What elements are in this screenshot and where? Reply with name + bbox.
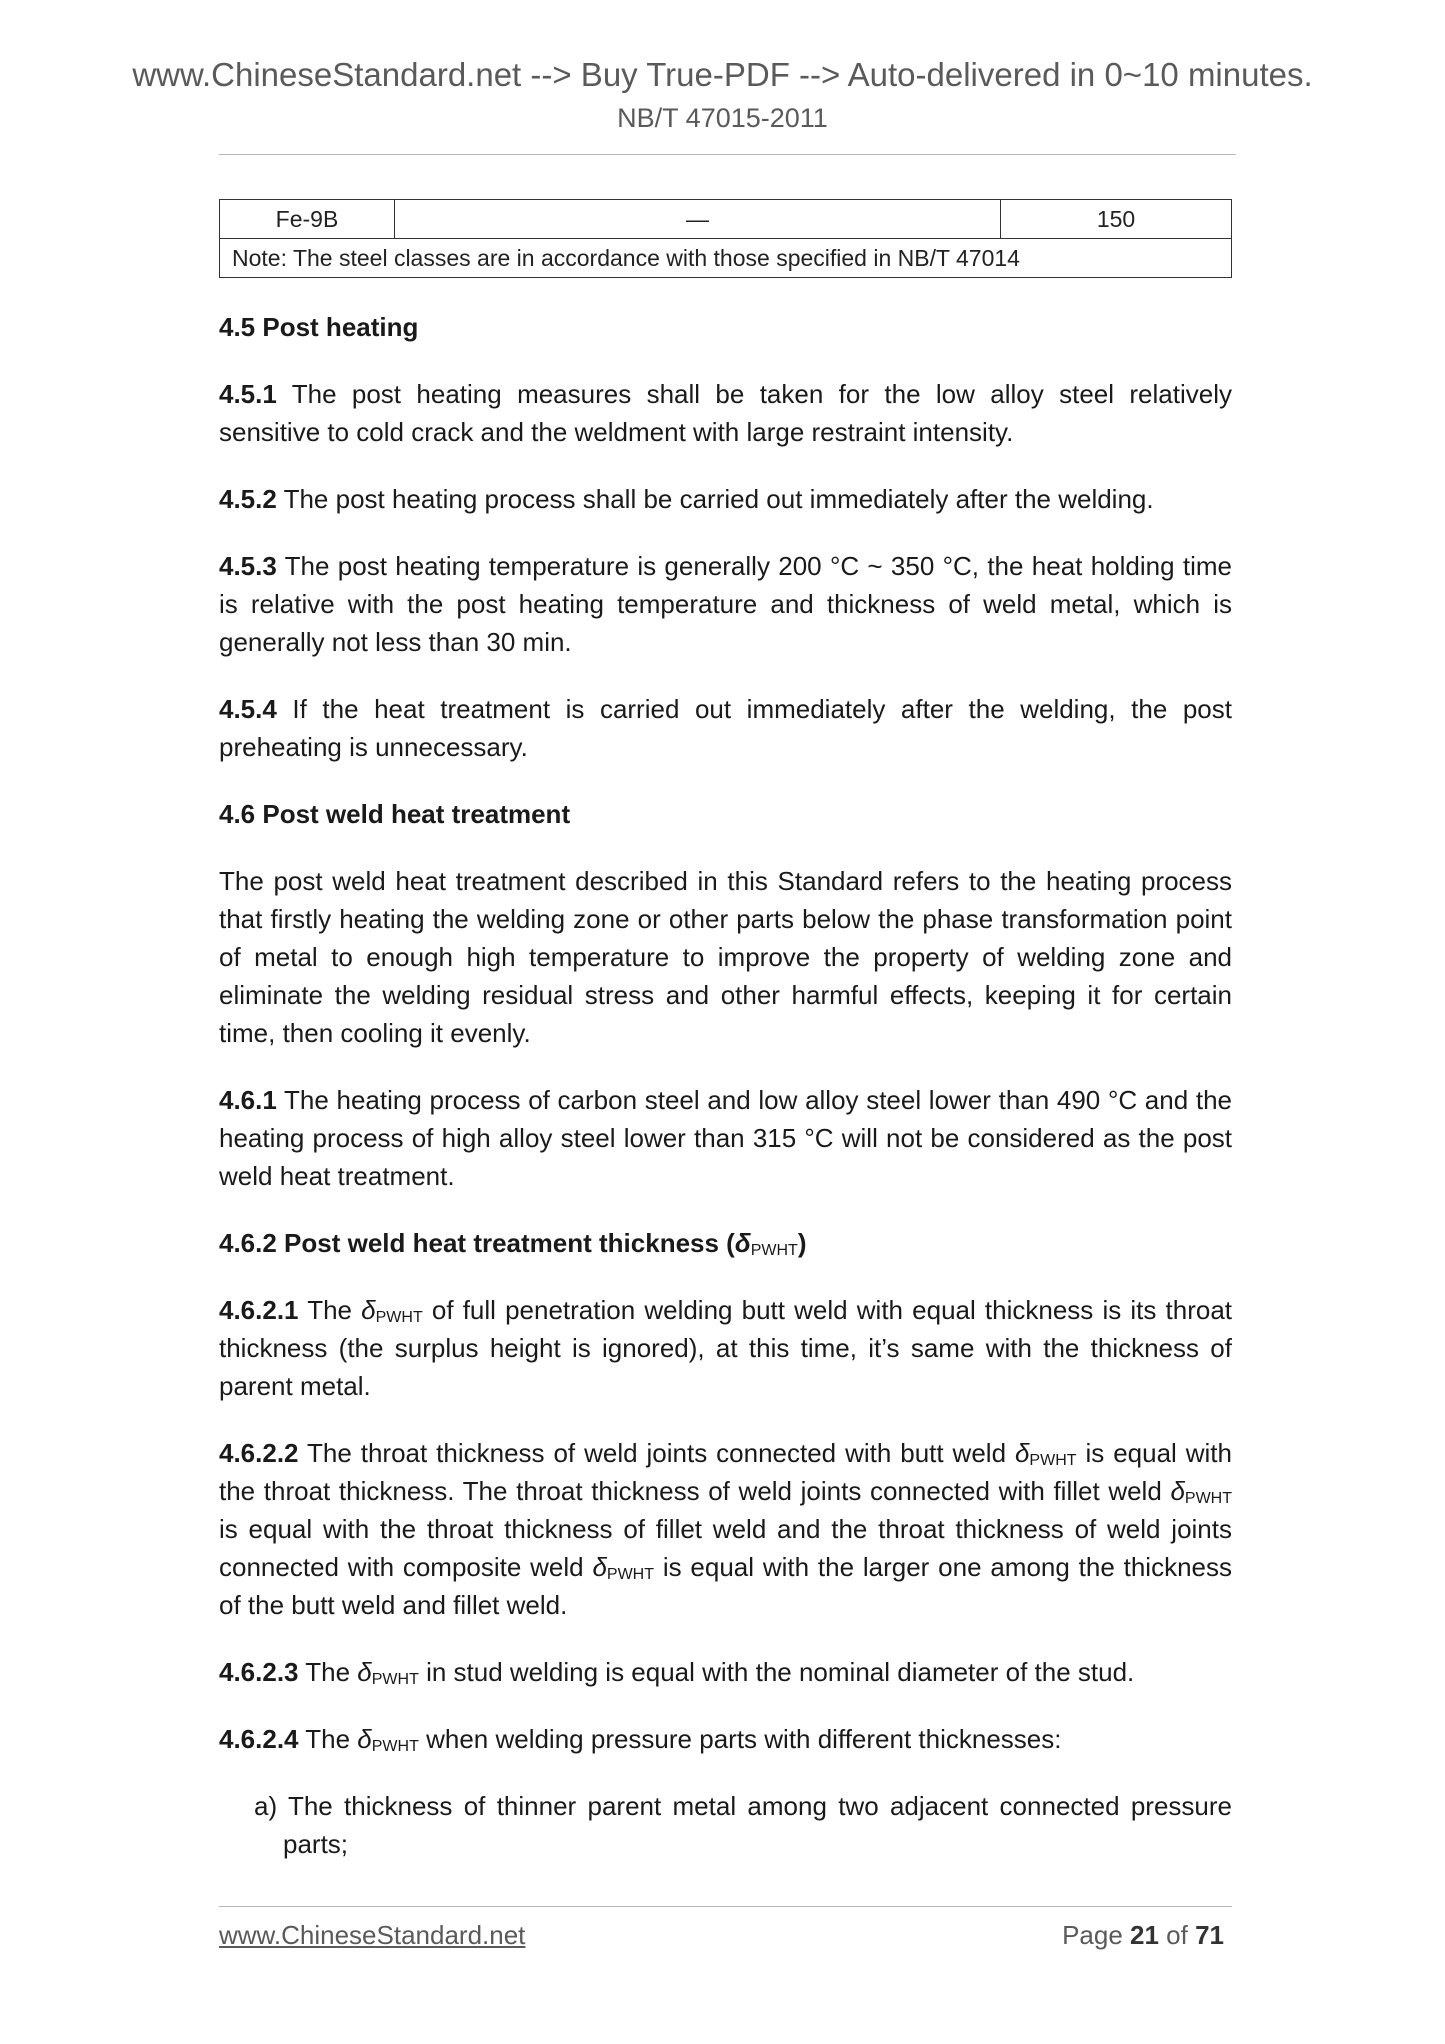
subscript: PWHT — [375, 1309, 423, 1326]
section-heading — [219, 308, 1232, 346]
page-of: of — [1158, 1920, 1196, 1950]
bold-text: 4.6.2 Post weld heat treatment thickness ( — [219, 1228, 735, 1258]
table-note: Note: The steel classes are in accordance with those specified in NB/T 47014 — [220, 239, 1232, 278]
page-label: Page — [1062, 1920, 1131, 1950]
text-span: when welding pressure parts with different thicknesses: — [418, 1724, 1062, 1754]
paragraph — [219, 1291, 1232, 1405]
text-span: is equal with the throat thickness of fillet weld and the throat thickness of weld joints connected with composite weld — [219, 1514, 1232, 1582]
paragraph — [219, 547, 1232, 661]
subscript: PWHT — [1029, 1452, 1077, 1469]
text-span: The post heating process shall be carried out immediately after the welding. — [276, 484, 1154, 514]
subscript: PWHT — [371, 1738, 419, 1755]
paragraph — [219, 862, 1232, 1052]
paragraph — [219, 690, 1232, 766]
text-span: is equal with the larger one among the thickness of the butt weld and fillet weld. — [219, 1552, 1232, 1620]
table-note-row — [220, 239, 1232, 278]
symbol: δ — [357, 1724, 372, 1754]
bold-text: δ — [734, 1228, 751, 1258]
bold-text: 4.6.2.3 — [219, 1657, 299, 1687]
text-span: of full penetration welding butt weld with equal thickness is its throat thickness (the surplus height is ignored), at this time, it’s same with the thickness of parent metal. — [219, 1295, 1233, 1401]
text-span: The post heating measures shall be taken for the low alloy steel relatively sensitive to cold crack and the weldment with large restraint intensity. — [219, 379, 1232, 447]
top-banner[interactable]: www.ChineseStandard.net --> Buy True-PDF --> Auto-delivered in 0~10 minutes. — [132, 56, 1313, 93]
footer-divider — [219, 1906, 1232, 1907]
header-divider — [219, 154, 1236, 155]
symbol: δ — [1170, 1476, 1185, 1506]
text-span: If the heat treatment is carried out immediately after the welding, the post preheating is unnecessary. — [219, 694, 1232, 762]
text-span: The — [298, 1295, 362, 1325]
text-span: a) The thickness of thinner parent metal among two adjacent connected pressure parts; — [254, 1791, 1232, 1859]
subscript: PWHT — [606, 1566, 655, 1583]
bold-text: 4.6 Post weld heat treatment — [219, 799, 571, 829]
text-span: The post heating temperature is generally 200 °C ~ 350 °C, the heat holding time is relative with the post heating temperature and thickness of weld metal, which is generally not less than 30 min. — [219, 551, 1232, 657]
symbol: δ — [592, 1552, 607, 1582]
document-number: NB/T 47015-2011 — [617, 103, 828, 133]
subscript: PWHT — [750, 1242, 798, 1259]
list-item — [254, 1787, 1232, 1863]
text-span: The post weld heat treatment described in this Standard refers to the heating process that firstly heating the welding zone or other parts below the phase transformation point of metal to enough high temperature to improve the property of welding zone and eliminate the welding residual stress and other harmful effects, keeping it for certain time, then cooling it evenly. — [219, 866, 1232, 1048]
table-cell-steel-class: Fe-9B — [220, 200, 395, 239]
bold-text: 4.5.3 — [219, 551, 277, 581]
paragraph — [219, 375, 1232, 451]
text-span: The — [298, 1724, 358, 1754]
bold-text: 4.5.1 — [219, 379, 277, 409]
document-body — [219, 308, 1232, 1863]
table-cell-temperature: 150 — [1001, 200, 1232, 239]
bold-text: 4.6.2.4 — [219, 1724, 299, 1754]
table-row — [220, 200, 1232, 239]
steel-class-table — [219, 199, 1232, 278]
paragraph — [219, 1653, 1232, 1691]
text-span: The — [298, 1657, 358, 1687]
section-heading — [219, 795, 1232, 833]
symbol: δ — [361, 1295, 376, 1325]
bold-text: 4.5.2 — [219, 484, 277, 514]
table-cell-thickness: — — [395, 200, 1001, 239]
text-span: The throat thickness of weld joints connected with butt weld — [298, 1438, 1015, 1468]
symbol: δ — [357, 1657, 372, 1687]
paragraph — [219, 1434, 1232, 1624]
bold-text: 4.6.2.2 — [219, 1438, 299, 1468]
page-total: 71 — [1195, 1920, 1224, 1950]
symbol: δ — [1014, 1438, 1030, 1468]
footer-website-link[interactable]: www.ChineseStandard.net — [219, 1920, 526, 1950]
text-span: The heating process of carbon steel and low alloy steel lower than 490 °C and the heating process of high alloy steel lower than 315 °C will not be considered as the post weld heat treatment. — [219, 1085, 1232, 1191]
page-current: 21 — [1130, 1920, 1159, 1950]
section-heading — [219, 1224, 1232, 1262]
bold-text: 4.5 Post heating — [219, 312, 419, 342]
text-span: is equal with the throat thickness. The throat thickness of weld joints connected with fillet weld — [219, 1438, 1232, 1506]
subscript: PWHT — [371, 1671, 419, 1688]
bold-text: 4.6.2.1 — [219, 1295, 299, 1325]
paragraph — [219, 1720, 1232, 1758]
page-number — [1062, 1920, 1224, 1951]
subscript: PWHT — [1184, 1490, 1232, 1507]
text-span: in stud welding is equal with the nominal diameter of the stud. — [418, 1657, 1135, 1687]
bold-text: 4.6.1 — [219, 1085, 277, 1115]
paragraph — [219, 1081, 1232, 1195]
paragraph — [219, 480, 1232, 518]
bold-text: ) — [797, 1228, 807, 1258]
bold-text: 4.5.4 — [219, 694, 277, 724]
